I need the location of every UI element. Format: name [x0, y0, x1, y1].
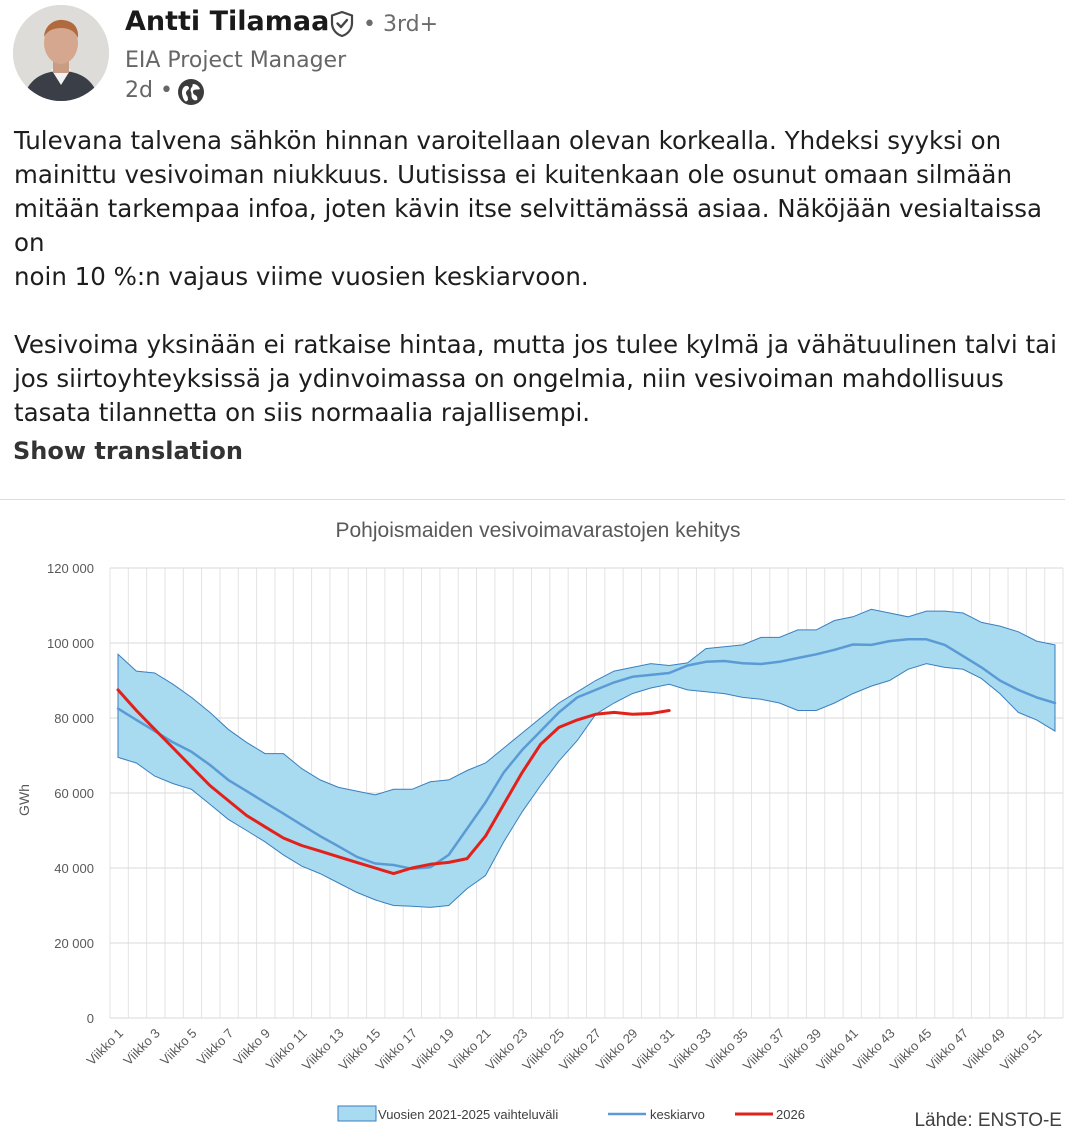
y-tick-label: 80 000: [54, 711, 94, 726]
y-axis-ticks: [47, 561, 94, 1026]
x-tick-label: Viikko 25: [519, 1025, 568, 1074]
x-tick-label: Viikko 13: [298, 1025, 347, 1074]
connection-degree: • 3rd+: [363, 12, 439, 37]
y-tick-label: 120 000: [47, 561, 94, 576]
x-tick-label: Viikko 47: [923, 1025, 972, 1074]
legend-swatch-range: [338, 1106, 376, 1121]
x-tick-label: Viikko 39: [776, 1025, 825, 1074]
x-tick-label: Viikko 29: [592, 1025, 641, 1074]
legend-label-current: 2026: [776, 1107, 805, 1122]
x-tick-label: Viikko 49: [960, 1025, 1009, 1074]
chart-image[interactable]: [0, 500, 1079, 1135]
author-headline: EIA Project Manager: [125, 48, 347, 73]
post-paragraph-1: Tulevana talvena sähkön hinnan varoitellaan olevan korkealla. Yhdeksi syyksi on mainittu vesivoiman niukkuus. Uutisissa ei kuitenkaan ole osunut omaan silmään mitään tarkempaa infoa, joten kävin itse selvittämässä asiaa. Näköjään vesialtaissa on noin 10 %:n vajaus viime vuosien keskiarvoon.: [14, 126, 1042, 291]
y-tick-label: 40 000: [54, 861, 94, 876]
x-tick-label: Viikko 3: [120, 1025, 163, 1069]
x-tick-label: Viikko 33: [666, 1025, 715, 1074]
x-tick-label: Viikko 5: [156, 1025, 200, 1069]
show-translation-button[interactable]: Show translation: [13, 437, 243, 465]
x-tick-label: Viikko 19: [409, 1025, 457, 1074]
x-axis-ticks: [83, 1026, 1044, 1074]
x-tick-label: Viikko 23: [482, 1025, 531, 1074]
x-tick-label: Viikko 9: [230, 1025, 274, 1069]
post-body: [14, 124, 1064, 464]
chart-svg: [0, 500, 1079, 1135]
chart-source: Lähde: ENSTO-E: [914, 1110, 1062, 1131]
author-name[interactable]: Antti Tilamaa: [125, 6, 330, 37]
x-tick-label: Viikko 37: [739, 1025, 788, 1074]
avatar[interactable]: [13, 5, 109, 101]
x-tick-label: Viikko 27: [556, 1025, 604, 1074]
y-tick-label: 0: [86, 1011, 94, 1026]
y-tick-label: 60 000: [54, 786, 94, 801]
chart-ylabel: GWh: [16, 784, 32, 816]
x-tick-label: Viikko 31: [629, 1025, 678, 1074]
legend-label-mean: keskiarvo: [650, 1107, 705, 1122]
y-tick-label: 20 000: [54, 936, 94, 951]
x-tick-label: Viikko 17: [372, 1025, 421, 1074]
y-tick-label: 100 000: [47, 636, 94, 651]
x-tick-label: Viikko 51: [997, 1025, 1045, 1074]
globe-icon: [177, 78, 205, 106]
post-time: 2d •: [125, 78, 173, 103]
x-tick-label: Viikko 11: [262, 1025, 310, 1073]
x-tick-label: Viikko 1: [83, 1025, 127, 1069]
x-tick-label: Viikko 7: [193, 1025, 237, 1069]
x-tick-label: Viikko 21: [445, 1025, 494, 1074]
x-tick-label: Viikko 35: [703, 1025, 751, 1074]
post-paragraph-2: Vesivoima yksinään ei ratkaise hintaa, mutta jos tulee kylmä ja vähätuulinen talvi tai jos siirtoyhteyksissä ja ydinvoimassa on ongelmia, niin vesivoiman mahdollisuus tasata tilannetta on siis normaalia rajallisempi.: [14, 330, 1057, 427]
post-header: [0, 0, 1079, 115]
legend-label-range: Vuosien 2021-2025 vaihteluväli: [378, 1107, 559, 1122]
x-tick-label: Viikko 45: [886, 1025, 935, 1074]
chart-legend: [338, 1106, 805, 1122]
x-tick-label: Viikko 43: [850, 1025, 898, 1074]
x-tick-label: Viikko 41: [813, 1025, 862, 1074]
avatar-image: [13, 5, 109, 101]
x-tick-label: Viikko 15: [335, 1025, 384, 1074]
chart-title: Pohjoismaiden vesivoimavarastojen kehitys: [335, 519, 741, 542]
verified-shield-icon: [329, 10, 355, 38]
